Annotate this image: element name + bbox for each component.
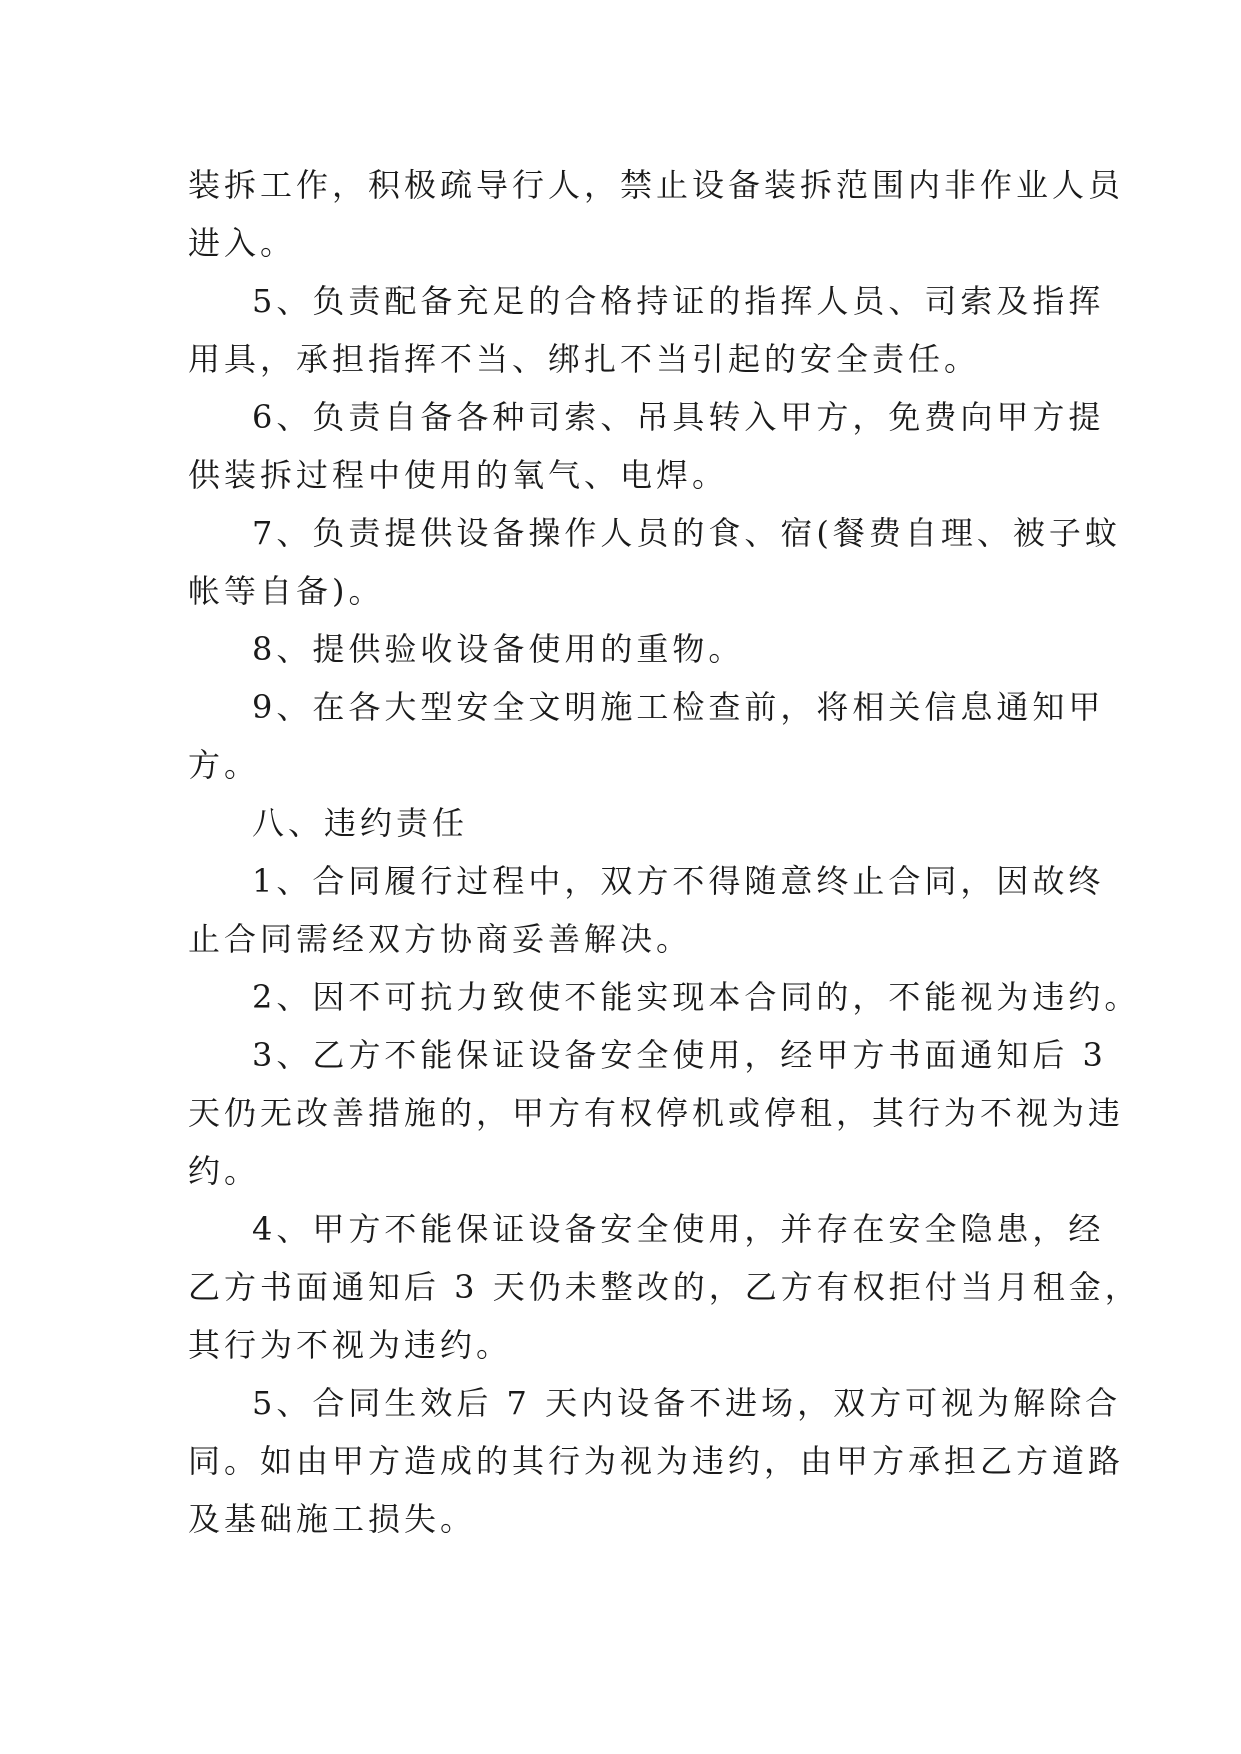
text-line: 用具，承担指挥不当、绑扎不当引起的安全责任。: [188, 340, 981, 378]
paragraph: [188, 852, 1105, 968]
text-line: 供装拆过程中使用的氧气、电焊。: [188, 456, 729, 494]
text-line: 4、甲方不能保证设备安全使用，并存在安全隐患，经: [252, 1210, 1105, 1248]
text-line: 天仍无改善措施的，甲方有权停机或停租，其行为不视为违: [188, 1094, 1125, 1132]
text-line: 6、负责自备各种司索、吊具转入甲方，免费向甲方提: [252, 398, 1105, 436]
text-line: 约。: [188, 1152, 261, 1190]
text-line: 同。如由甲方造成的其行为视为违约，由甲方承担乙方道路: [188, 1442, 1125, 1480]
text-line: 其行为不视为违约。: [188, 1326, 513, 1364]
text-line: 装拆工作，积极疏导行人，禁止设备装拆范围内非作业人员: [188, 166, 1125, 204]
section-heading: [188, 794, 1048, 852]
text-line: 止合同需经双方协商妥善解决。: [188, 920, 693, 958]
paragraph: [188, 156, 1125, 272]
text-line: 7、负责提供设备操作人员的食、宿(餐费自理、被子蚊: [252, 514, 1121, 552]
paragraph: [188, 504, 1121, 620]
text-line: 3、乙方不能保证设备安全使用，经甲方书面通知后 3: [252, 1036, 1107, 1074]
text-line: 5、负责配备充足的合格持证的指挥人员、司索及指挥: [252, 282, 1105, 320]
text-line: 帐等自备)。: [188, 572, 385, 610]
text-line: 及基础施工损失。: [188, 1500, 477, 1538]
text-line: 2、因不可抗力致使不能实现本合同的，不能视为违约。: [252, 978, 1141, 1016]
paragraph: [188, 968, 1141, 1026]
text-line: 9、在各大型安全文明施工检查前，将相关信息通知甲: [252, 688, 1105, 726]
text-line: 方。: [188, 746, 261, 784]
text-line: 进入。: [188, 224, 297, 262]
paragraph: [188, 272, 1105, 388]
document-body: [188, 156, 1141, 1548]
text-line: 1、合同履行过程中，双方不得随意终止合同，因故终: [252, 862, 1105, 900]
paragraph: [188, 678, 1105, 794]
paragraph: [188, 1200, 1141, 1374]
text-line: 5、合同生效后 7 天内设备不进场，双方可视为解除合: [252, 1384, 1122, 1422]
paragraph: [188, 1026, 1125, 1200]
text-line: 8、提供验收设备使用的重物。: [252, 630, 745, 668]
paragraph: [188, 620, 1048, 678]
paragraph: [188, 1374, 1125, 1548]
paragraph: [188, 388, 1105, 504]
text-line: 乙方书面通知后 3 天仍未整改的，乙方有权拒付当月租金，: [188, 1268, 1141, 1306]
text-line: 八、违约责任: [252, 804, 469, 842]
